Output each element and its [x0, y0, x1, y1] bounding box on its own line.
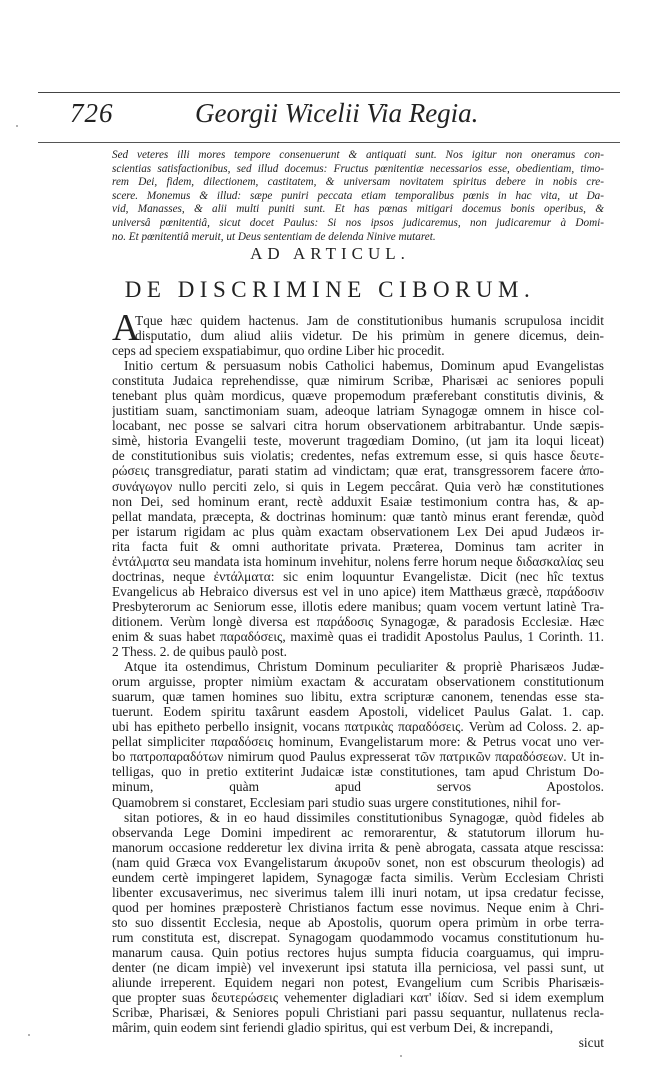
scan-speck: [400, 1055, 402, 1057]
body-line: ditionem. Verùm longè diversa est παράδοσις Synagogæ, & paradosis Ecclesiæ. Hæc: [112, 613, 604, 629]
body-line: Presbyterorum ac Seniorum esse, illotis edere manibus; quam vocem vertunt latinè Tra-: [112, 598, 604, 614]
body-line: observanda Lege Domini impedirent ac remorarentur, & statutorum illorum hu-: [112, 824, 604, 840]
body-line: quod per homines præposterè Christianos factum esse novimus. Neque enim à Chri-: [112, 899, 604, 915]
body-line: ἐντάλματα seu mandata ista hominum invehitur, nolens ferre horum neque διδασκαλίας seu: [112, 553, 604, 569]
body-line: suarum, quæ tamen homines suo libitu, extra scripturæ canonem, tenendas esse sta-: [112, 689, 604, 705]
body-line: tenebant plus quàm mordicus, quæve propemodum præferebant constitutis divinis, &: [112, 388, 604, 404]
body-line: enim & suas habet παραδόσεις, maximè quas ei tradidit Apostolus Paulus, 1 Corinth. 11.: [112, 628, 604, 644]
body-line: non Dei, sed hominum erant, rectè adduxit Esaiæ testimonium contra has, & ap-: [112, 493, 604, 509]
note-line: scientias satisfactionibus, sed illud docemus: Fructus pœnitentiæ necessarios esse, obedientiam, timo-: [112, 162, 604, 175]
body-line: ceps ad speciem exspatiabimur, quo ordine Liber hic procedit.: [112, 343, 445, 359]
body-line: que propter suas δευτερώσεις vehementer digladiari κατ' ἰδίαν. Sed si idem exemplum: [112, 990, 604, 1006]
body-line: Tque hæc quidem hactenus. Jam de constitutionibus humanis scrupulosa incidit: [135, 313, 604, 328]
body-line: sitan potiores, & in eo haud dissimiles constitutionibus Synagogæ, quòd fideles ab: [124, 809, 604, 825]
body-line: denter (ne dicam impiè) vel invexerunt ipsi statuta illa perniciosa, vel passi sunt, ut: [112, 960, 604, 976]
body-line: Scribæ, Pharisæi, & Seniores populi Christiani pari passu sequantur, nullatenus recla-: [112, 1005, 604, 1021]
body-line: telligas, quo in pretio extiterint Judaicæ istæ constitutiones, tam apud Christum Do-: [112, 764, 604, 780]
body-line: minum, quàm apud servos Apostolos.: [112, 779, 604, 795]
body-line: συνάγωγον nullo perciti zelo, si quis in Legem peccârat. Quia verò hæ constitutiones: [112, 478, 604, 494]
body-line: orum arguisse, propter nimiùm exactam & accuratam observationem constitutionum: [112, 674, 604, 690]
drop-cap: A: [112, 307, 140, 349]
note-line: vid, Manasses, & alii multi puniti sunt. Et has pœnas mitigari docemus bonis operibus, &: [112, 203, 604, 216]
body-line: tuerunt. Eodem spiritu taxârunt easdem Apostoli, videlicet Paulus Galat. 1. cap.: [112, 704, 604, 720]
body-line: justitiam suam, sanctimoniam suam, adeoque latriam Synagogæ omnem in hisce col-: [112, 403, 604, 419]
page-number: 726: [70, 98, 114, 128]
italic-note-block: [112, 149, 604, 244]
body-line: per istarum rigidam ac plus quàm exactam observationem Lex Dei apud Judæos ir-: [112, 523, 604, 539]
body-line: disputatio, dum aliud aliis videtur. De his primùm in genere dicemus, dein-: [135, 328, 604, 344]
body-line: ρώσεις transgrediatur, parati statim ad vindictam; quæ erat, transgressorem facere ἀπο-: [112, 463, 604, 479]
scan-speck: [16, 125, 18, 127]
body-line: Evangelicus ab Hebraico diversus est vel in uno apice) item Matthæus græcè, παράδοσιν: [112, 583, 604, 599]
body-text: [112, 307, 604, 1051]
body-line: aliunde irreperent. Equidem negari non potest, Evangelium cum Scribis Pharisæis-: [112, 975, 604, 991]
body-line: simè, historia Evangelii teste, moverunt tragœdiam Domino, (ut jam ita loqui liceat): [112, 433, 604, 449]
body-line: rita facta fuit & omni authoritate privata. Præterea, Dominus tam acriter in: [112, 538, 604, 554]
body-line: ubi has epitheto perbello insignit, vocans πατρικὰς παραδόσεις. Verùm ad Coloss. 2. ap-: [112, 719, 604, 735]
body-line: constituta Judaica reprehendisse, quæ nimirum Scribæ, Pharisæi ac seniores populi: [112, 373, 604, 389]
header-rule-top: [38, 92, 620, 93]
note-line: scere. Monemus & illud: sæpe puniri peccata etiam temporalibus pœnis in hac vita, ut Da-: [112, 189, 604, 202]
body-line: pellat mandata, præcepta, & doctrinas hominum: quæ tantò minus erant ferendæ, quòd: [112, 508, 604, 524]
running-title: Georgii Wicelii Via Regia.: [195, 98, 479, 128]
note-line: Sed veteres illi mores tempore consenuerunt & antiquati sunt. Nos igitur non oneramus con-: [112, 149, 604, 161]
body-line: Initio certum & persuasum nobis Catholici habemus, Dominum apud Evangelistas: [124, 358, 604, 374]
body-line: de constitutionibus suis violatis; credentes, nefas extremum esse, si quis hasce δευτε-: [112, 448, 604, 464]
body-line: pellat simpliciter παραδόσεις hominum, Evangelistarum more: & Petrus vocat uno ver-: [112, 734, 604, 750]
note-line: universâ pœnitentiâ, sicut docet Paulus: Si nos ipsos judicaremus, non judicaremur à Domi-: [112, 216, 604, 229]
body-line: (nam quid Græca vox Evangelistarum ἀκυροῦν sonet, non est obscurum theologis) ad: [112, 854, 604, 870]
body-line: manorum occasione redderetur lex divina irrita & penè abrogata, cassata atque rescissa:: [112, 839, 604, 855]
body-line: mârim, quin eodem sint feriendi gladio spiritus, qui est verbum Dei, & increpandi,: [112, 1020, 554, 1036]
body-line: Atque ita ostendimus, Christum Dominum peculiariter & propriè Pharisæos Judæ-: [124, 659, 604, 675]
body-line: Quamobrem si constaret, Ecclesiam pari studio suas urgere constitutiones, nihil for-: [112, 794, 561, 810]
header-rule-bottom: [38, 142, 620, 143]
note-line: no. Et pœnitentiâ meruit, ut Deus sententiam de delenda Ninive mutaret.: [112, 230, 436, 243]
article-heading: AD ARTICUL.: [250, 244, 410, 263]
body-line: bo πατροπαραδότων nimirum quod Paulus expresserat τῶν πατρικῶν παραδόσεων. Ut in-: [112, 749, 604, 765]
section-title: DE DISCRIMINE CIBORUM.: [124, 277, 536, 302]
note-line: rem Dei, fidem, dilectionem, castitatem, & universam novitatem spiritus debere in nobis cre-: [112, 176, 604, 189]
scan-speck: [28, 1034, 30, 1036]
body-line: sto suo dissentit Ecclesia, neque ab Apostolis, quorum opera primùm in orbe terra-: [112, 914, 604, 930]
body-line: manarum causa. Quin potius rectores hujus sumpta fiducia coarguamus, qui impru-: [112, 944, 604, 960]
body-line: rum constituta est, discrepat. Synagogam quodammodo vocamus constitutionum hu-: [112, 929, 604, 945]
body-line: doctrinas, neque ἐντάλματα: sic enim loquuntur Evangelistæ. Dicit (nec hîc textus: [112, 568, 604, 584]
body-line: eundem certè impingeret lapidem, Synagogæ facta similis. Verùm Ecclesiam Christi: [112, 869, 604, 885]
body-line: 2 Thess. 2. de quibus paulò post.: [112, 644, 287, 660]
body-line: libenter excusaverimus, nec siverimus talem illi inuri notam, ut ipsa credatur fecisse,: [112, 884, 604, 900]
catchword: sicut: [578, 1035, 604, 1051]
body-line: locabant, nec posse se salvari citra horum observationem arbitrabantur. Unde sæpis-: [112, 418, 604, 434]
